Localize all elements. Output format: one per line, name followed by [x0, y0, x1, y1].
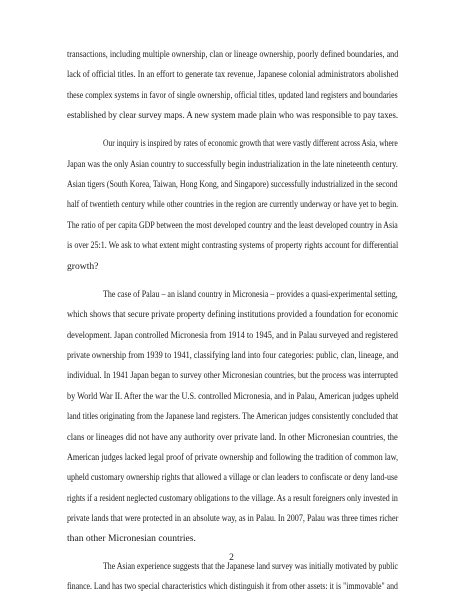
- text-line: The Asian experience suggests that the Japanese land survey was initially motivated by public: [103, 561, 399, 572]
- text-line: Asian tigers (South Korea, Taiwan, Hong Kong, and Singapore) successfully industrialized in the second: [67, 179, 398, 190]
- text-line: transactions, including multiple ownership, clan or lineage ownership, poorly defined boundaries, and: [67, 49, 399, 60]
- text-line: The ratio of per capita GDP between the most developed country and the least developed country in Asia: [67, 220, 398, 231]
- text-line: upheld customary ownership rights that allowed a village or clan leaders to confiscate or deny land-use: [67, 472, 398, 483]
- text-line: private lands that were protected in an absolute way, as in Palau. In 2007, Palau was three times richer: [67, 513, 399, 524]
- text-line: private ownership from 1939 to 1941, classifying land into four categories: public, clan, lineage, and: [67, 350, 399, 361]
- page-number: 2: [229, 552, 234, 563]
- text-line: finance. Land has two special characteristics which distinguish it from other assets: it is "immovable" and: [67, 581, 398, 592]
- text-line: development. Japan controlled Micronesia from 1914 to 1945, and in Palau surveyed and registered: [67, 330, 398, 341]
- text-line: than other Micronesian countries.: [67, 533, 196, 544]
- text-line: The case of Palau – an island country in Micronesia – provides a quasi-experimental setting,: [103, 289, 398, 300]
- text-line: by World War II. After the war the U.S. controlled Micronesia, and in Palau, American judges upheld: [67, 391, 399, 402]
- text-line: Japan was the only Asian country to successfully begin industrialization in the late nineteenth century.: [67, 159, 398, 170]
- text-line: growth?: [67, 261, 99, 272]
- text-line: which shows that secure private property defining institutions provided a foundation for economic: [67, 309, 399, 320]
- text-line: land titles originating from the Japanese land registers. The American judges consistently concluded that: [67, 411, 399, 422]
- text-line: individual. In 1941 Japan began to survey other Micronesian countries, but the process was interrupted: [67, 370, 398, 381]
- text-line: is over 25:1. We ask to what extent might contrasting systems of property rights account for differential: [67, 240, 399, 251]
- text-line: rights if a resident neglected customary obligations to the village. As a result foreigners only invested in: [67, 493, 398, 504]
- text-line: half of twentieth century while other countries in the region are currently underway or have yet to begin.: [67, 199, 399, 210]
- text-line: American judges lacked legal proof of private ownership and following the tradition of common law,: [67, 452, 399, 463]
- text-line: established by clear survey maps. A new system made plain who was responsible to pay taxes.: [67, 110, 399, 121]
- text-line: these complex systems in favor of single ownership, official titles, updated land registers and boundaries: [67, 90, 398, 101]
- text-line: lack of official titles. In an effort to generate tax revenue, Japanese colonial administrators abolished: [67, 69, 399, 80]
- text-line: clans or lineages did not have any authority over private land. In other Micronesian countries, the: [67, 432, 398, 443]
- text-line: Our inquiry is inspired by rates of economic growth that were vastly different across Asia, where: [103, 138, 398, 149]
